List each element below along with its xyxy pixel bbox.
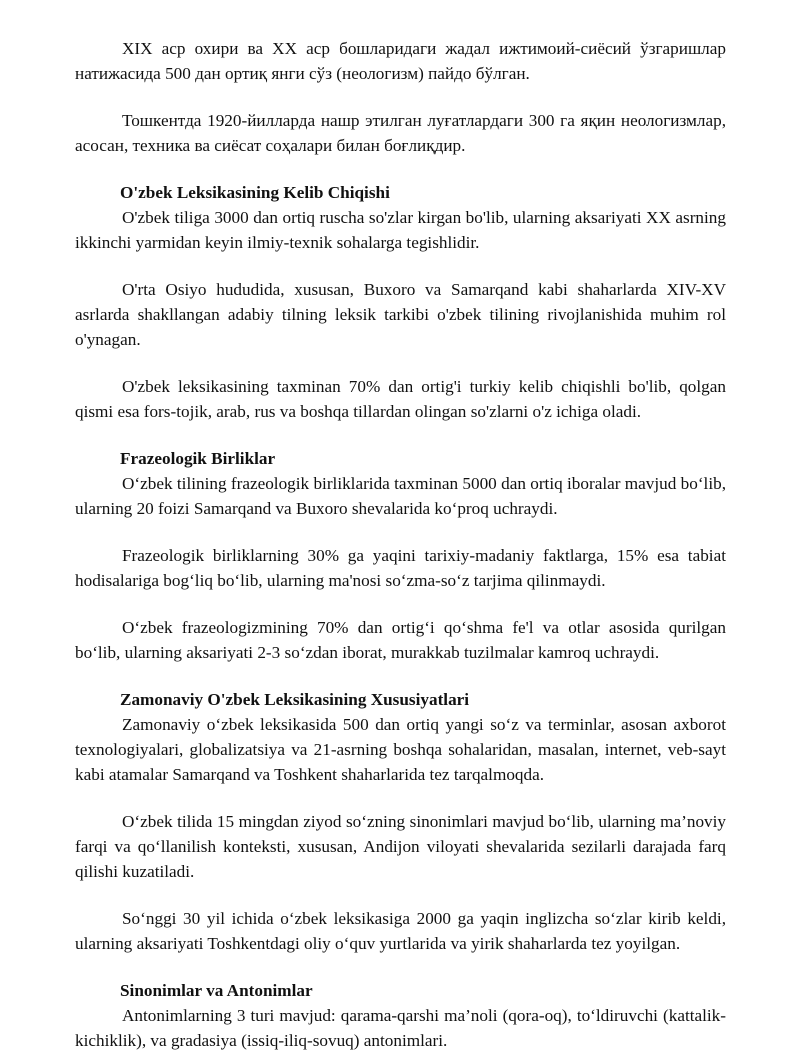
heading-modern-lexicon: Zamonaviy O'zbek Leksikasining Xususiyatlari (120, 690, 470, 709)
heading-synonyms-antonyms: Sinonimlar va Antonimlar (120, 981, 313, 1000)
paragraph-antonyms: Antonimlarning 3 turi mavjud: qarama-qarshi ma’noli (qora-oq), to‘ldiruvchi (kattalik-kichiklik), va gradasiya (issiq-iliq-sovuq) antonimlari. (75, 1006, 726, 1050)
paragraph-phraseology-count: O‘zbek tilining frazeologik birliklarida taxminan 5000 dan ortiq iboralar mavjud bo‘lib, ularning 20 foizi Samarqand va Buxoro shevalarida ko‘proq uchraydi. (75, 474, 726, 518)
paragraph-english-loans: So‘nggi 30 yil ichida o‘zbek leksikasiga 2000 ga yaqin inglizcha so‘zlar kirib keldi, ularning aksariyati Toshkentdagi oliy o‘quv yurtlarida va yirik shaharlarda tez yoyilgan. (75, 909, 726, 953)
paragraph-neologisms-1900s: XIX аср охири ва XX аср бошларидаги жадал ижтимоий-сиёсий ўзгаришлар натижасида 500 дан ортиқ янги сўз (неологизм) пайдо бўлган. (75, 39, 726, 83)
heading-origin: O'zbek Leksikasining Kelib Chiqishi (120, 183, 390, 202)
paragraph-new-terms: Zamonaviy o‘zbek leksikasida 500 dan ortiq yangi so‘z va terminlar, asosan axborot texnologiyalari, globalizatsiya va 21-asrning boshqa sohalaridan, masalan, internet, veb-sayt kabi atamalar Samarqand va Toshkent shaharlarida tez tarqalmoqda. (75, 715, 726, 784)
paragraph-tashkent-dictionaries: Тошкентда 1920-йилларда нашр этилган луғатлардаги 300 га яқин неологизмлар, асосан, техника ва сиёсат соҳалари билан боғлиқдир. (75, 111, 726, 155)
heading-phraseology: Frazeologik Birliklar (120, 449, 276, 468)
paragraph-russian-words: O'zbek tiliga 3000 dan ortiq ruscha so'zlar kirgan bo'lib, ularning aksariyati XX asrning ikkinchi yarmidan keyin ilmiy-texnik sohalarga tegishlidir. (75, 208, 726, 252)
paragraph-phraseology-history: Frazeologik birliklarning 30% ga yaqini tarixiy-madaniy faktlarga, 15% esa tabiat hodisalariga bog‘liq bo‘lib, ularning ma'nosi so‘zma-so‘z tarjima qilinmaydi. (75, 546, 726, 590)
paragraph-phraseology-structure: O‘zbek frazeologizmining 70% dan ortig‘i qo‘shma fe'l va otlar asosida qurilgan bo‘lib, ularning aksariyati 2-3 so‘zdan iborat, murakkab tuzilmalar kamroq uchraydi. (75, 618, 726, 662)
paragraph-central-asia: O'rta Osiyo hududida, xususan, Buxoro va Samarqand kabi shaharlarda XIV-XV asrlarda shakllangan adabiy tilning leksik tarkibi o'zbek tilining rivojlanishida muhim rol o'ynagan. (75, 280, 726, 349)
paragraph-turkic-origin: O'zbek leksikasining taxminan 70% dan ortig'i turkiy kelib chiqishli bo'lib, qolgan qismi esa fors-tojik, arab, rus va boshqa tillardan olingan so'zlarni o'z ichiga oladi. (75, 377, 726, 421)
paragraph-synonyms: O‘zbek tilida 15 mingdan ziyod so‘zning sinonimlari mavjud bo‘lib, ularning ma’noviy farqi va qo‘llanilish konteksti, xususan, Andijon viloyati shevalarida sezilarli darajada farq qilishi kuzatiladi. (75, 812, 726, 881)
